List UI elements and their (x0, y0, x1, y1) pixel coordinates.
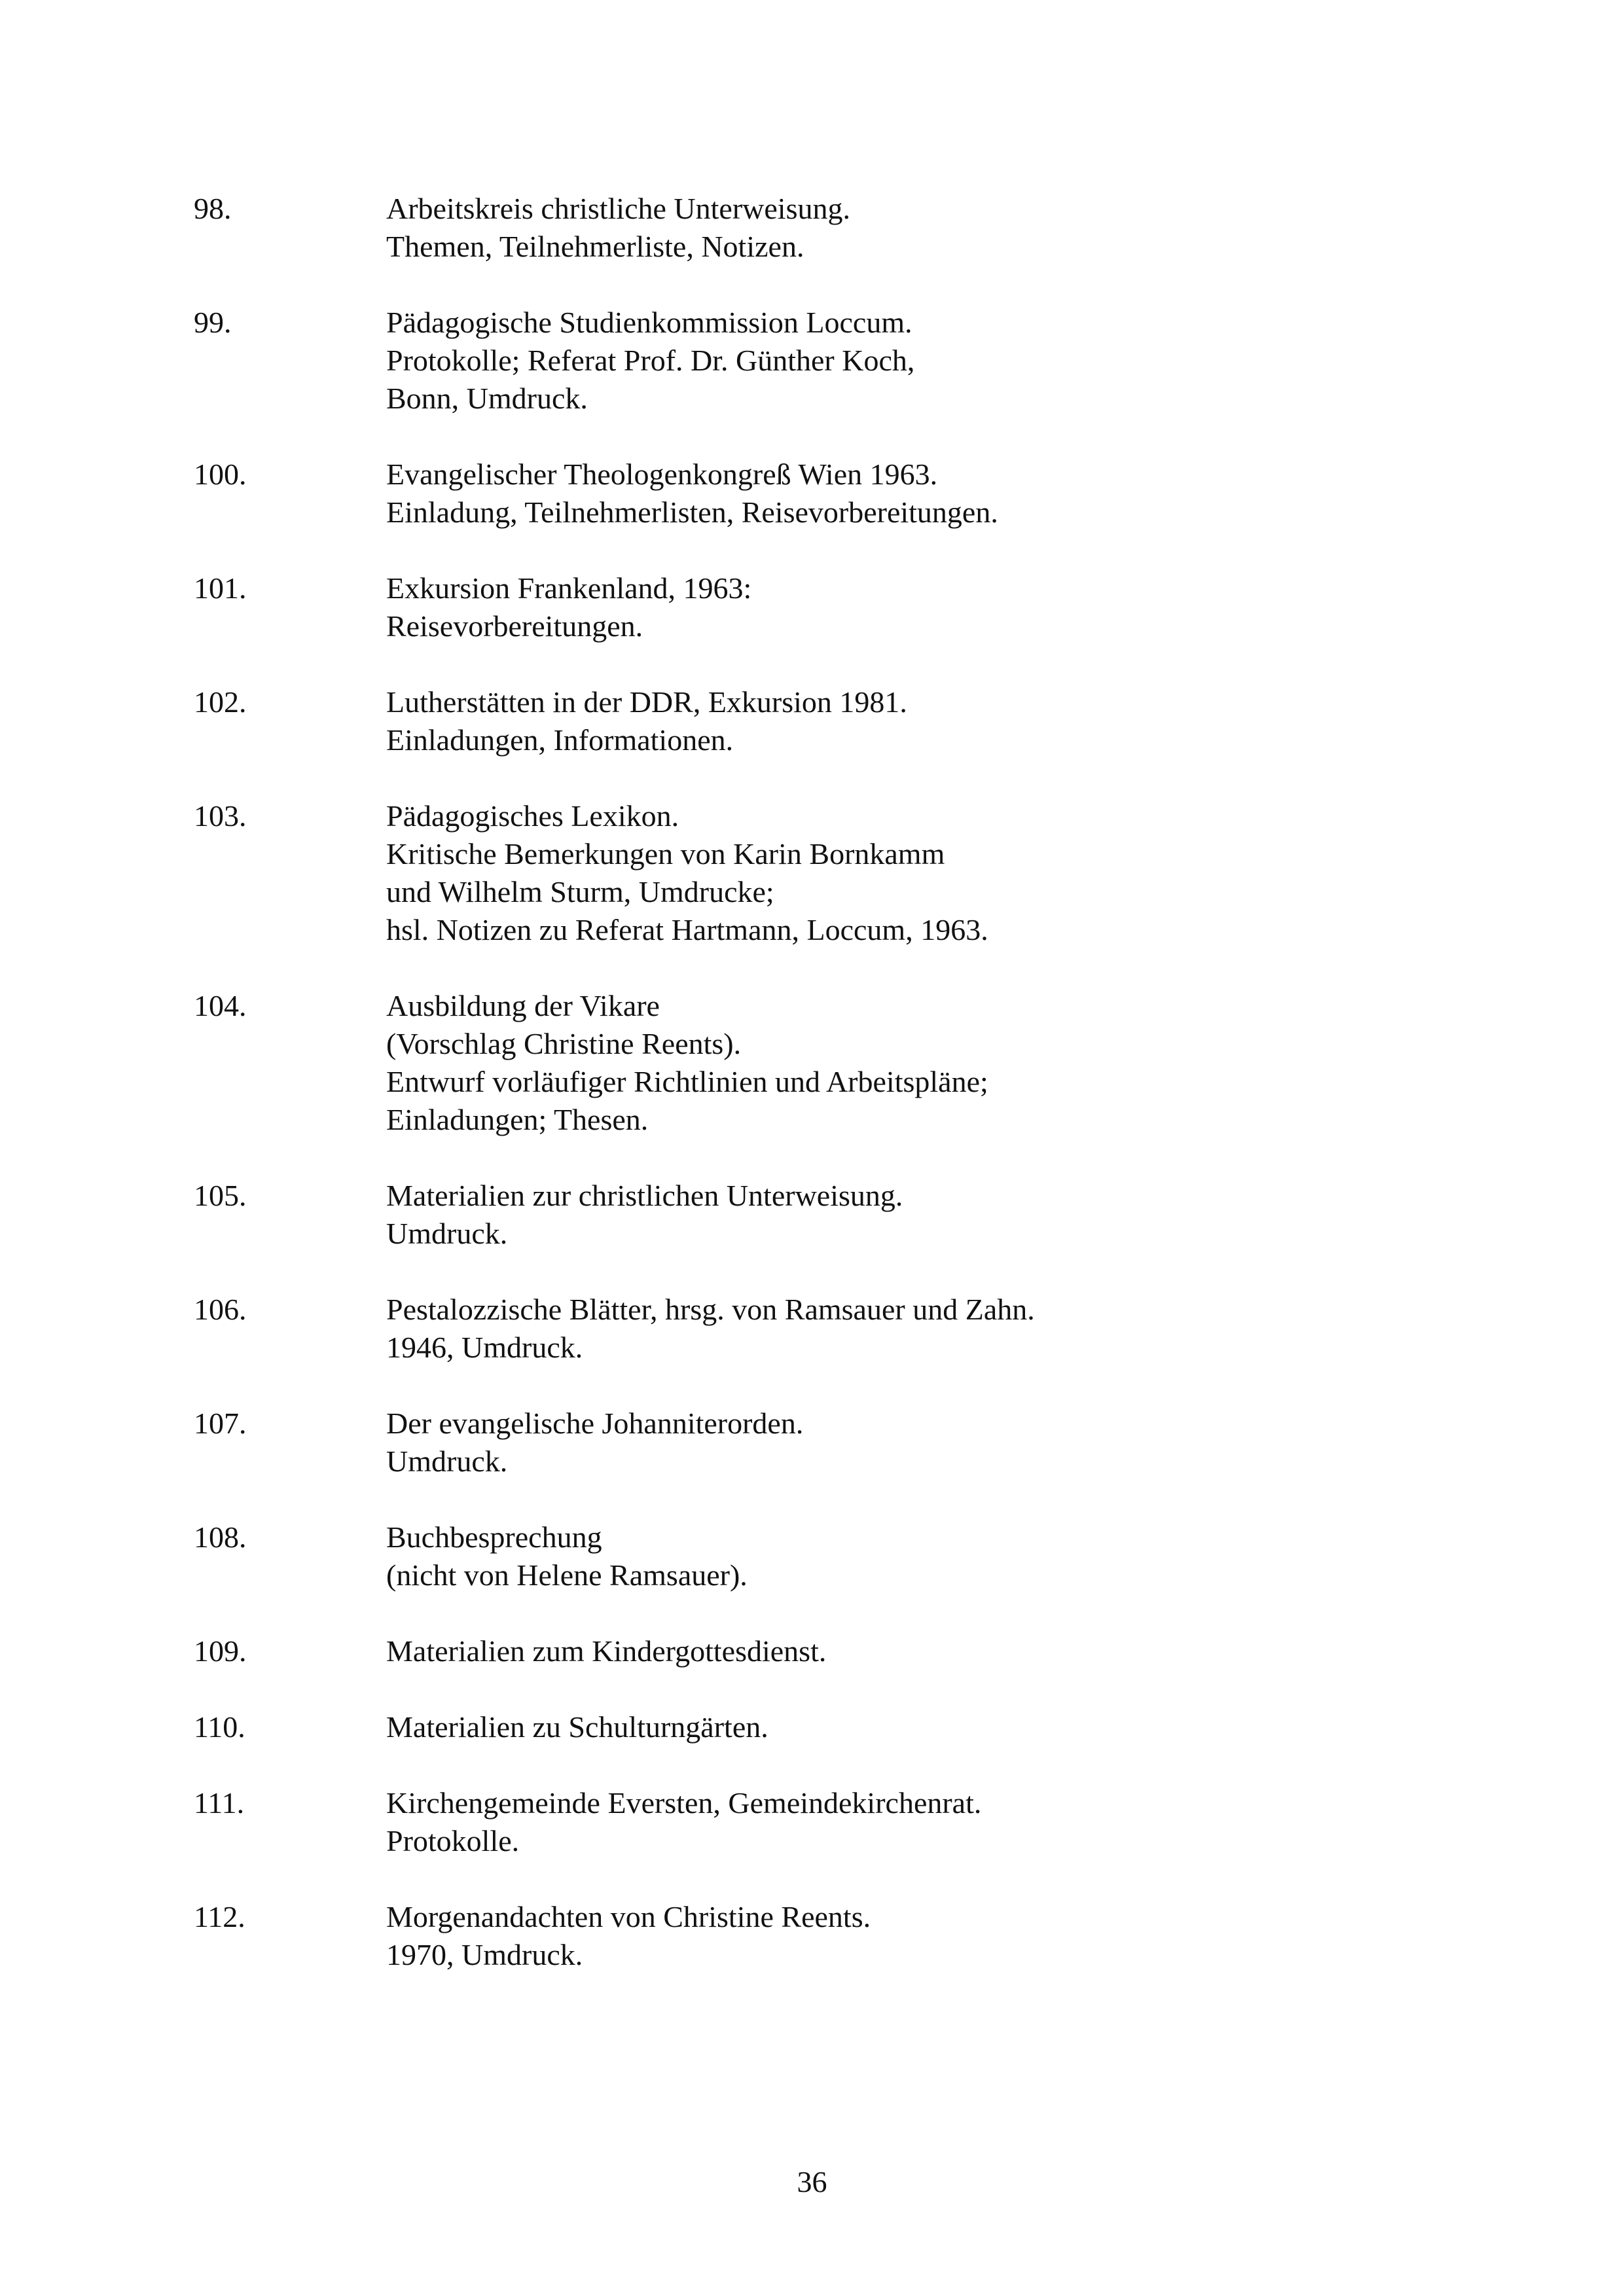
entry-line: Morgenandachten von Christine Reents. (386, 1900, 871, 1933)
entry-description (386, 683, 1437, 759)
entry-description (386, 1291, 1437, 1367)
entry-number: 109. (194, 1634, 247, 1668)
entry-number: 110. (194, 1710, 245, 1744)
entry-line: Reisevorbereitungen. (386, 609, 643, 643)
entry-line: (nicht von Helene Ramsauer). (386, 1558, 748, 1592)
entry-number: 103. (194, 799, 247, 833)
inventory-entry (194, 569, 1437, 645)
entry-line: Entwurf vorläufiger Richtlinien und Arbeitspläne; (386, 1065, 988, 1098)
entry-description (386, 797, 1437, 949)
entry-line: Bonn, Umdruck. (386, 382, 588, 415)
inventory-entry (194, 456, 1437, 531)
entry-number: 106. (194, 1293, 247, 1326)
entry-line: Der evangelische Johanniterorden. (386, 1407, 804, 1440)
entry-number: 102. (194, 685, 247, 719)
entry-description (386, 1708, 1437, 1746)
entry-number: 104. (194, 989, 247, 1022)
entry-line: Protokolle. (386, 1824, 520, 1857)
entry-line: Buchbesprechung (386, 1520, 602, 1554)
entry-line: und Wilhelm Sturm, Umdrucke; (386, 875, 774, 908)
entry-description (386, 1784, 1437, 1860)
entry-line: Umdruck. (386, 1217, 508, 1250)
entry-line: Materialien zum Kindergottesdienst. (386, 1634, 827, 1668)
entry-line: Einladungen; Thesen. (386, 1103, 649, 1136)
entry-number: 108. (194, 1520, 247, 1554)
inventory-entry (194, 304, 1437, 418)
entry-line: 1946, Umdruck. (386, 1331, 583, 1364)
page-number: 36 (797, 2165, 827, 2198)
entry-description (386, 987, 1437, 1139)
inventory-entry (194, 1518, 1437, 1594)
entry-line: Themen, Teilnehmerliste, Notizen. (386, 230, 804, 263)
entry-number: 98. (194, 192, 232, 225)
entry-line: Protokolle; Referat Prof. Dr. Günther Koch, (386, 344, 915, 377)
inventory-entry (194, 1708, 1437, 1746)
entry-description (386, 569, 1437, 645)
entry-number: 105. (194, 1179, 247, 1212)
entry-line: (Vorschlag Christine Reents). (386, 1027, 742, 1060)
inventory-entry (194, 1632, 1437, 1670)
entry-line: Einladung, Teilnehmerlisten, Reisevorbereitungen. (386, 495, 998, 529)
entry-line: Pestalozzische Blätter, hrsg. von Ramsauer und Zahn. (386, 1293, 1035, 1326)
inventory-entry (194, 1177, 1437, 1253)
inventory-entry (194, 1405, 1437, 1480)
entry-line: Pädagogische Studienkommission Loccum. (386, 306, 912, 339)
entry-number: 100. (194, 457, 247, 491)
entry-number: 99. (194, 306, 232, 339)
entry-description (386, 1632, 1437, 1670)
inventory-entry (194, 1291, 1437, 1367)
entry-description (386, 1177, 1437, 1253)
inventory-entry (194, 1784, 1437, 1860)
entry-description (386, 456, 1437, 531)
entry-line: Arbeitskreis christliche Unterweisung. (386, 192, 850, 225)
entry-line: Materialien zu Schulturngärten. (386, 1710, 768, 1744)
entry-number: 101. (194, 571, 247, 605)
entry-number: 111. (194, 1786, 245, 1820)
inventory-entry (194, 1898, 1437, 1974)
inventory-entry (194, 190, 1437, 266)
entry-line: Einladungen, Informationen. (386, 723, 734, 757)
entry-line: Pädagogisches Lexikon. (386, 799, 679, 833)
inventory-entry (194, 797, 1437, 949)
inventory-list (194, 190, 1437, 2012)
entry-line: Kritische Bemerkungen von Karin Bornkamm (386, 837, 945, 870)
entry-description (386, 1898, 1437, 1974)
entry-line: hsl. Notizen zu Referat Hartmann, Loccum, 1963. (386, 913, 988, 946)
entry-line: 1970, Umdruck. (386, 1938, 583, 1971)
entry-line: Lutherstätten in der DDR, Exkursion 1981. (386, 685, 907, 719)
entry-line: Kirchengemeinde Eversten, Gemeindekirchenrat. (386, 1786, 982, 1820)
inventory-entry (194, 987, 1437, 1139)
entry-description (386, 1405, 1437, 1480)
entry-line: Ausbildung der Vikare (386, 989, 660, 1022)
entry-line: Evangelischer Theologenkongreß Wien 1963. (386, 457, 938, 491)
inventory-entry (194, 683, 1437, 759)
entry-number: 112. (194, 1900, 245, 1933)
entry-description (386, 190, 1437, 266)
entry-number: 107. (194, 1407, 247, 1440)
entry-description (386, 1518, 1437, 1594)
entry-line: Materialien zur christlichen Unterweisung. (386, 1179, 903, 1212)
entry-line: Umdruck. (386, 1444, 508, 1478)
entry-line: Exkursion Frankenland, 1963: (386, 571, 752, 605)
entry-description (386, 304, 1437, 418)
